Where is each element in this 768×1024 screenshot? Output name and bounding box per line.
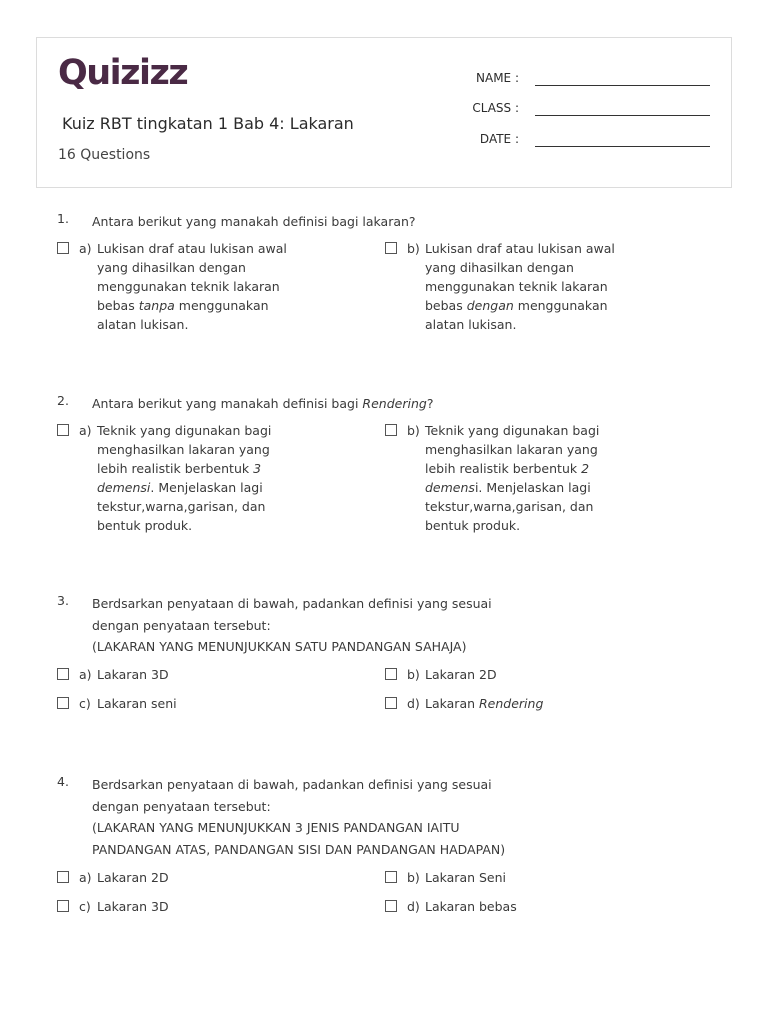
- option-text: [425, 694, 543, 713]
- option-line: [97, 459, 287, 478]
- option-line: [425, 459, 615, 478]
- checkbox[interactable]: [57, 242, 69, 254]
- option-b[interactable]: [385, 421, 685, 539]
- emphasis: 2: [581, 461, 590, 476]
- option-line: Lukisan draf atau lukisan awal: [97, 241, 287, 256]
- question-text: [92, 774, 652, 860]
- option-d[interactable]: [385, 694, 685, 714]
- question-number: 4.: [57, 774, 69, 789]
- quizizz-logo: Quizizz: [58, 53, 188, 93]
- emphasis: demens: [425, 480, 475, 495]
- option-line: tekstur,warna,garisan, dan: [97, 499, 266, 514]
- question-number: 2.: [57, 393, 69, 408]
- checkbox[interactable]: [57, 668, 69, 680]
- text: i. Menjelaskan lagi: [474, 480, 591, 495]
- text: Lakaran: [425, 696, 479, 711]
- option-line: Teknik yang digunakan bagi: [97, 423, 272, 438]
- checkbox[interactable]: [57, 900, 69, 912]
- text: bebas: [425, 298, 467, 313]
- option-line: yang dihasilkan dengan: [425, 260, 574, 275]
- option-text: Lakaran 2D: [97, 870, 169, 885]
- option-a[interactable]: [57, 239, 357, 339]
- option-letter: b): [407, 241, 420, 256]
- checkbox[interactable]: [385, 871, 397, 883]
- checkbox[interactable]: [385, 668, 397, 680]
- option-a[interactable]: [57, 421, 357, 539]
- date-label: DATE :: [479, 132, 519, 146]
- worksheet-header: [36, 37, 732, 188]
- question-1: [57, 211, 717, 341]
- option-line: Lukisan draf atau lukisan awal: [425, 241, 615, 256]
- question-line: dengan penyataan tersebut:: [92, 617, 271, 633]
- checkbox[interactable]: [385, 242, 397, 254]
- option-d[interactable]: [385, 897, 685, 917]
- text: menggunakan: [174, 298, 269, 313]
- option-b[interactable]: [385, 868, 685, 888]
- option-line: menggunakan teknik lakaran: [97, 279, 280, 294]
- option-letter: a): [79, 423, 92, 438]
- class-line[interactable]: [535, 115, 710, 116]
- option-line: bentuk produk.: [97, 518, 193, 533]
- option-text: [425, 239, 615, 334]
- text: menggunakan: [513, 298, 608, 313]
- option-text: Lakaran seni: [97, 696, 177, 711]
- question-line: (LAKARAN YANG MENUNJUKKAN 3 JENIS PANDANGAN IAITU: [92, 820, 460, 835]
- checkbox[interactable]: [385, 424, 397, 436]
- quiz-title: Kuiz RBT tingkatan 1 Bab 4: Lakaran: [62, 114, 354, 133]
- name-line[interactable]: [535, 85, 710, 86]
- question-line: dengan penyataan tersebut:: [92, 798, 271, 814]
- text: bebas: [97, 298, 139, 313]
- option-c[interactable]: [57, 897, 357, 917]
- checkbox[interactable]: [57, 697, 69, 709]
- option-text: Lakaran Seni: [425, 870, 507, 885]
- option-line: Teknik yang digunakan bagi: [425, 423, 600, 438]
- question-text: Antara berikut yang manakah definisi bagi lakaran?: [92, 214, 416, 229]
- option-line: alatan lukisan.: [97, 317, 189, 332]
- option-letter: c): [79, 696, 91, 711]
- checkbox[interactable]: [57, 424, 69, 436]
- option-a[interactable]: [57, 665, 357, 685]
- emphasis: 3: [253, 461, 262, 476]
- option-b[interactable]: [385, 665, 685, 685]
- option-text: [425, 421, 615, 535]
- option-line: [97, 296, 287, 315]
- option-letter: a): [79, 241, 92, 256]
- option-line: menghasilkan lakaran yang: [425, 442, 598, 457]
- class-label: CLASS :: [472, 101, 519, 115]
- option-text: Lakaran bebas: [425, 899, 517, 914]
- option-a[interactable]: [57, 868, 357, 888]
- question-line: (LAKARAN YANG MENUNJUKKAN SATU PANDANGAN SAHAJA): [92, 639, 467, 654]
- option-text: [97, 421, 287, 535]
- question-line: PANDANGAN ATAS, PANDANGAN SISI DAN PANDANGAN HADAPAN): [92, 841, 506, 857]
- option-line: [425, 296, 615, 315]
- emphasis: tanpa: [138, 298, 175, 313]
- option-line: alatan lukisan.: [425, 317, 517, 332]
- option-line: bentuk produk.: [425, 518, 521, 533]
- option-text: Lakaran 3D: [97, 667, 169, 682]
- option-letter: b): [407, 870, 420, 885]
- checkbox[interactable]: [385, 697, 397, 709]
- text: lebih realistik berbentuk: [97, 461, 254, 476]
- checkbox[interactable]: [57, 871, 69, 883]
- text: lebih realistik berbentuk: [425, 461, 582, 476]
- name-field[interactable]: [37, 71, 731, 91]
- class-field[interactable]: [37, 101, 731, 121]
- option-letter: b): [407, 423, 420, 438]
- option-letter: d): [407, 899, 420, 914]
- question-number: 3.: [57, 593, 69, 608]
- emphasis: demensi: [97, 480, 151, 495]
- date-line[interactable]: [535, 146, 710, 147]
- question-number: 1.: [57, 211, 69, 226]
- option-letter: d): [407, 696, 420, 711]
- option-line: yang dihasilkan dengan: [97, 260, 246, 275]
- option-letter: a): [79, 870, 92, 885]
- option-b[interactable]: [385, 239, 685, 339]
- question-count: 16 Questions: [58, 147, 151, 163]
- question-text: [92, 393, 652, 415]
- question-line: Berdsarkan penyataan di bawah, padankan definisi yang sesuai: [92, 777, 492, 792]
- checkbox[interactable]: [385, 900, 397, 912]
- emphasis: Rendering: [479, 696, 544, 711]
- question-line: Berdsarkan penyataan di bawah, padankan definisi yang sesuai: [92, 596, 492, 611]
- emphasis: Rendering: [362, 396, 427, 411]
- question-4: [57, 774, 717, 924]
- option-text: Lakaran 2D: [425, 667, 497, 682]
- emphasis: dengan: [466, 298, 514, 313]
- text: ?: [426, 396, 434, 411]
- option-text: Lakaran 3D: [97, 899, 169, 914]
- option-line: [97, 478, 287, 497]
- question-3: [57, 593, 717, 718]
- question-2: [57, 393, 717, 543]
- option-line: menghasilkan lakaran yang: [97, 442, 270, 457]
- option-letter: c): [79, 899, 91, 914]
- option-text: [97, 239, 287, 334]
- question-text: [92, 593, 652, 658]
- text: . Menjelaskan lagi: [150, 480, 263, 495]
- option-letter: b): [407, 667, 420, 682]
- option-line: tekstur,warna,garisan, dan: [425, 499, 594, 514]
- date-field[interactable]: [37, 132, 731, 152]
- option-c[interactable]: [57, 694, 357, 714]
- option-line: [425, 478, 615, 497]
- option-letter: a): [79, 667, 92, 682]
- name-label: NAME :: [476, 71, 519, 85]
- option-line: menggunakan teknik lakaran: [425, 279, 608, 294]
- text: Antara berikut yang manakah definisi bagi: [92, 396, 363, 411]
